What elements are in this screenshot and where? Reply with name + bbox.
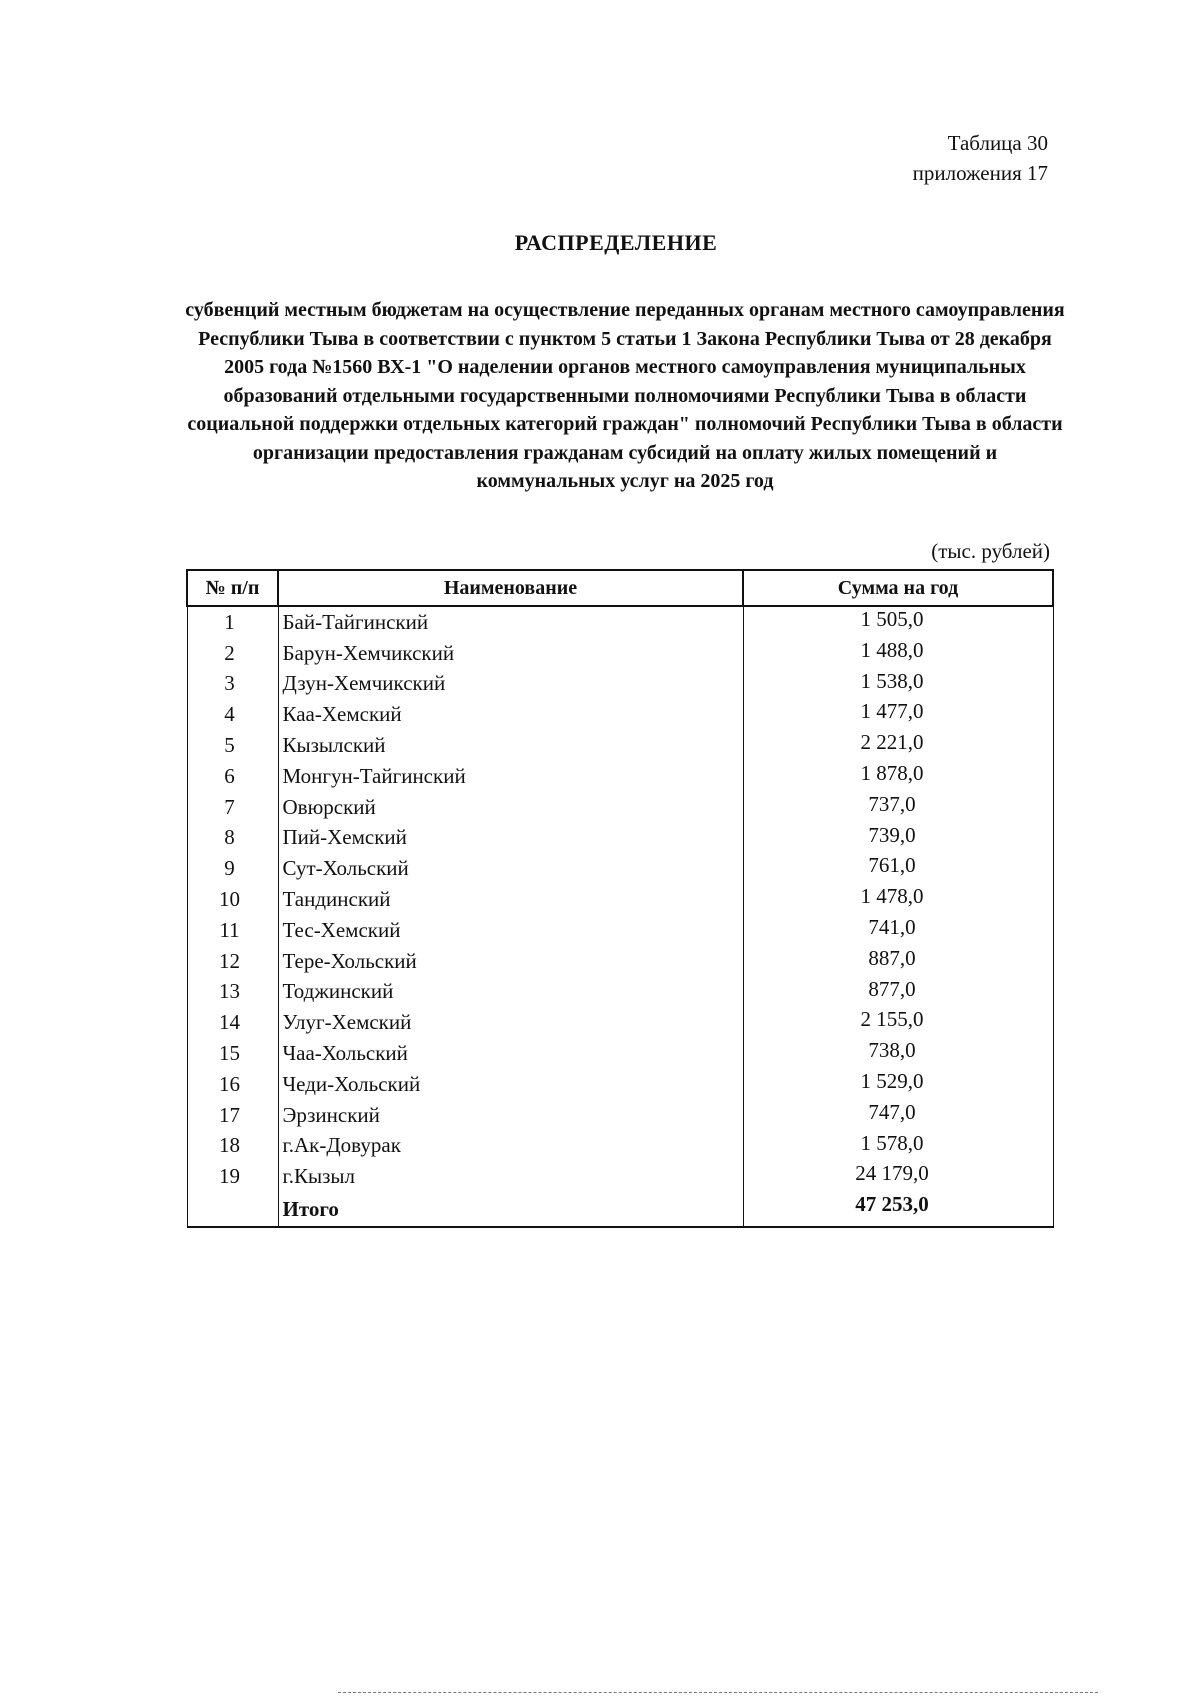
table-row	[187, 946, 1053, 977]
table-row	[187, 761, 1053, 792]
row-name: Эрзинский	[278, 1100, 743, 1131]
row-sum: 2 155,0	[743, 1007, 1053, 1038]
page-edge-mark	[338, 1692, 1098, 1693]
column-header-sum: Сумма на год	[743, 570, 1053, 606]
table-row	[187, 730, 1053, 761]
table-row	[187, 823, 1053, 854]
row-sum: 24 179,0	[743, 1161, 1053, 1192]
table-row	[187, 1161, 1053, 1192]
row-name: Пий-Хемский	[278, 823, 743, 854]
row-number: 14	[187, 1007, 278, 1038]
row-number: 3	[187, 669, 278, 700]
table-row	[187, 606, 1053, 638]
table-row	[187, 669, 1053, 700]
document-title: РАСПРЕДЕЛЕНИЕ	[514, 230, 718, 255]
table-header-row	[187, 570, 1053, 606]
row-name: Каа-Хемский	[278, 699, 743, 730]
table-row	[187, 977, 1053, 1008]
table-row	[187, 1007, 1053, 1038]
row-number: 1	[187, 606, 278, 638]
row-name: Овюрский	[278, 792, 743, 823]
row-sum: 761,0	[743, 853, 1053, 884]
table-row	[187, 1131, 1053, 1162]
total-sum: 47 253,0	[743, 1192, 1053, 1227]
row-sum: 1 478,0	[743, 884, 1053, 915]
row-sum: 1 477,0	[743, 699, 1053, 730]
table-body	[187, 606, 1053, 1227]
row-sum: 1 488,0	[743, 638, 1053, 669]
total-number-cell	[187, 1192, 278, 1227]
table-row	[187, 699, 1053, 730]
row-sum: 747,0	[743, 1100, 1053, 1131]
row-name: Дзун-Хемчикский	[278, 669, 743, 700]
table-row	[187, 915, 1053, 946]
table-row	[187, 1100, 1053, 1131]
row-number: 11	[187, 915, 278, 946]
row-number: 6	[187, 761, 278, 792]
row-name: Чаа-Хольский	[278, 1038, 743, 1069]
table-ref: Таблица 30	[947, 131, 1048, 155]
distribution-table	[186, 569, 1054, 1228]
row-name: Тес-Хемский	[278, 915, 743, 946]
row-number: 7	[187, 792, 278, 823]
row-name: Сут-Хольский	[278, 853, 743, 884]
units-label: (тыс. рублей)	[931, 539, 1050, 563]
row-sum: 1 505,0	[743, 606, 1053, 638]
row-name: Барун-Хемчикский	[278, 638, 743, 669]
document-subtitle: субвенций местным бюджетам на осуществление переданных органам местного самоуправления Республики Тыва в соответствии с пунктом 5 статьи 1 Закона Республики Тыва от 28 декабря 2005 года №1560 ВХ-1 "О наделении органов местного самоуправления муниципальных образований отдельными государственными полномочиями Республики Тыва в области социальной поддержки отдельных категорий граждан" полномочий Республики Тыва в области организации предоставления гражданам субсидий на оплату жилых помещений и коммунальных услуг на 2025 год	[185, 299, 1065, 492]
row-name: Тандинский	[278, 884, 743, 915]
table-row	[187, 1069, 1053, 1100]
table-row	[187, 638, 1053, 669]
row-sum: 887,0	[743, 946, 1053, 977]
row-name: г.Кызыл	[278, 1161, 743, 1192]
table-row	[187, 884, 1053, 915]
row-name: Кызылский	[278, 730, 743, 761]
row-name: Чеди-Хольский	[278, 1069, 743, 1100]
column-header-number: № п/п	[187, 570, 278, 606]
row-name: г.Ак-Довурак	[278, 1131, 743, 1162]
row-sum: 738,0	[743, 1038, 1053, 1069]
row-number: 13	[187, 977, 278, 1008]
page-reference	[913, 128, 1048, 188]
row-number: 15	[187, 1038, 278, 1069]
row-number: 17	[187, 1100, 278, 1131]
row-name: Бай-Тайгинский	[278, 606, 743, 638]
total-row	[187, 1192, 1053, 1227]
row-name: Монгун-Тайгинский	[278, 761, 743, 792]
row-sum: 739,0	[743, 823, 1053, 854]
row-sum: 1 578,0	[743, 1131, 1053, 1162]
row-sum: 1 529,0	[743, 1069, 1053, 1100]
row-sum: 1 538,0	[743, 669, 1053, 700]
row-number: 2	[187, 638, 278, 669]
row-number: 9	[187, 853, 278, 884]
row-sum: 741,0	[743, 915, 1053, 946]
row-sum: 737,0	[743, 792, 1053, 823]
row-sum: 2 221,0	[743, 730, 1053, 761]
row-number: 4	[187, 699, 278, 730]
table-row	[187, 1038, 1053, 1069]
row-number: 12	[187, 946, 278, 977]
total-label: Итого	[278, 1192, 743, 1227]
appendix-ref: приложения 17	[912, 161, 1048, 185]
row-name: Тере-Хольский	[278, 946, 743, 977]
row-number: 10	[187, 884, 278, 915]
row-number: 19	[187, 1161, 278, 1192]
table-row	[187, 792, 1053, 823]
table-row	[187, 853, 1053, 884]
row-name: Тоджинский	[278, 977, 743, 1008]
row-number: 16	[187, 1069, 278, 1100]
row-number: 8	[187, 823, 278, 854]
row-number: 18	[187, 1131, 278, 1162]
row-sum: 877,0	[743, 977, 1053, 1008]
column-header-name: Наименование	[278, 570, 743, 606]
row-name: Улуг-Хемский	[278, 1007, 743, 1038]
row-sum: 1 878,0	[743, 761, 1053, 792]
row-number: 5	[187, 730, 278, 761]
